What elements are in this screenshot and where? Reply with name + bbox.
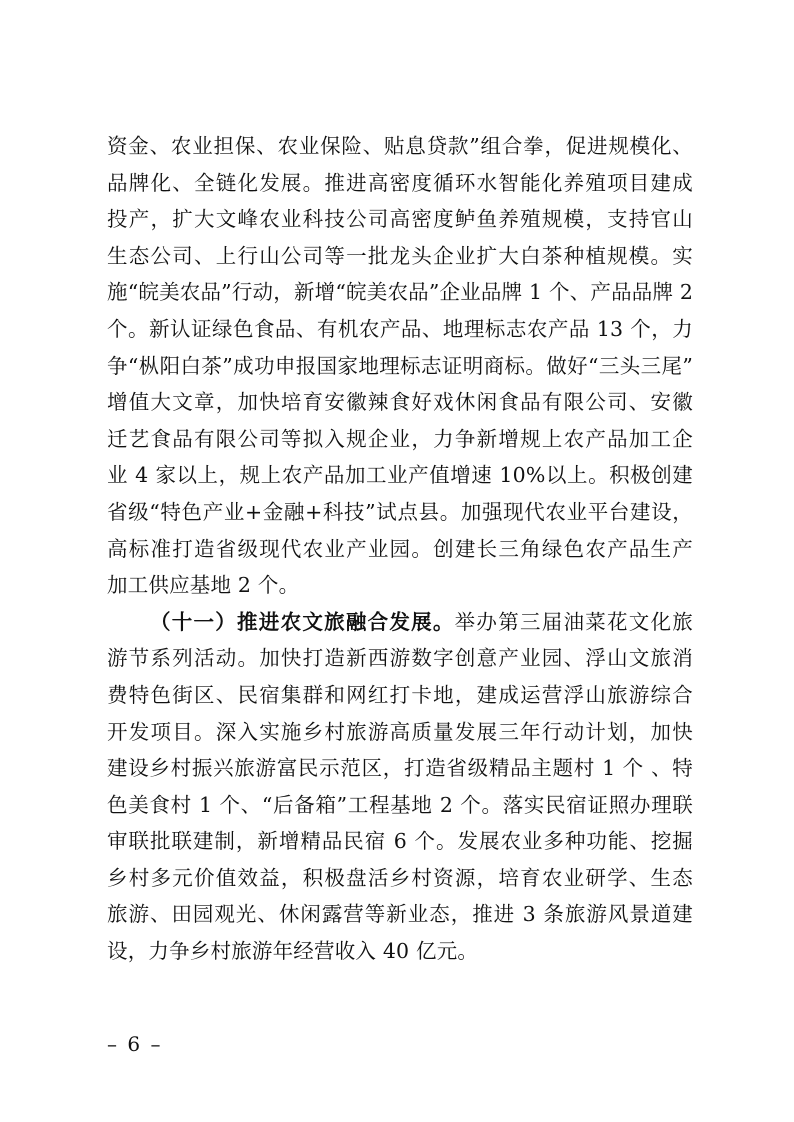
text-line: 审联批联建制，新增精品民宿 6 个。发展农业多种功能、挖掘 — [107, 829, 693, 854]
text-line: 迁艺食品有限公司等拟入规企业，力争新增规上农产品加工企 — [107, 426, 693, 451]
text-line: 游节系列活动。加快打造新西游数字创意产业园、浮山文旅消 — [107, 646, 693, 671]
text-line: 省级“特色产业+金融+科技”试点县。加强现代农业平台建设， — [107, 499, 693, 524]
text-line: 增值大文章，加快培育安徽辣食好戏休闲食品有限公司、安徽 — [107, 390, 693, 415]
text-fragment: 举办第三届油菜花文化旅 — [454, 609, 693, 634]
page-number: – 6 – — [107, 1032, 163, 1056]
text-line: 加工供应基地 2 个。 — [107, 573, 300, 598]
text-line: 生态公司、上行山公司等一批龙头企业扩大白茶种植规模。实 — [107, 243, 693, 268]
text-line: 旅游、田园观光、休闲露营等新业态，推进 3 条旅游风景道建 — [107, 902, 693, 927]
text-line: 开发项目。深入实施乡村旅游高质量发展三年行动计划，加快 — [107, 719, 693, 744]
section-heading: （十一）推进农文旅融合发展。 — [150, 609, 455, 634]
text-line: 色美食村 1 个、“后备箱”工程基地 2 个。落实民宿证照办理联 — [107, 792, 693, 817]
paragraph-agri-culture-tourism — [107, 604, 693, 970]
text-line: 施“皖美农品”行动，新增“皖美农品”企业品牌 1 个、产品品牌 2 — [107, 280, 693, 305]
text-line: 业 4 家以上，规上农产品加工业产值增速 10%以上。积极创建 — [107, 463, 693, 488]
document-body — [107, 128, 693, 970]
text-line: 争“枞阳白茶”成功申报国家地理标志证明商标。做好“三头三尾” — [107, 353, 693, 378]
text-line: 乡村多元价值效益，积极盘活乡村资源，培育农业研学、生态 — [107, 865, 693, 890]
text-line: 费特色街区、民宿集群和网红打卡地，建成运营浮山旅游综合 — [107, 682, 693, 707]
paragraph-agriculture-branding — [107, 128, 693, 604]
text-line: 建设乡村振兴旅游富民示范区，打造省级精品主题村 1 个 、特 — [107, 756, 693, 781]
text-line: 高标准打造省级现代农业产业园。创建长三角绿色农产品生产 — [107, 536, 693, 561]
text-line: 个。新认证绿色食品、有机农产品、地理标志农产品 13 个，力 — [107, 316, 693, 341]
text-line: 设，力争乡村旅游年经营收入 40 亿元。 — [107, 939, 479, 964]
paragraph-first-line — [107, 604, 693, 641]
text-line: 投产，扩大文峰农业科技公司高密度鲈鱼养殖规模，支持官山 — [107, 207, 693, 232]
text-line: 品牌化、全链化发展。推进高密度循环水智能化养殖项目建成 — [107, 170, 693, 195]
text-line: 资金、农业担保、农业保险、贴息贷款”组合拳，促进规模化、 — [107, 134, 693, 158]
